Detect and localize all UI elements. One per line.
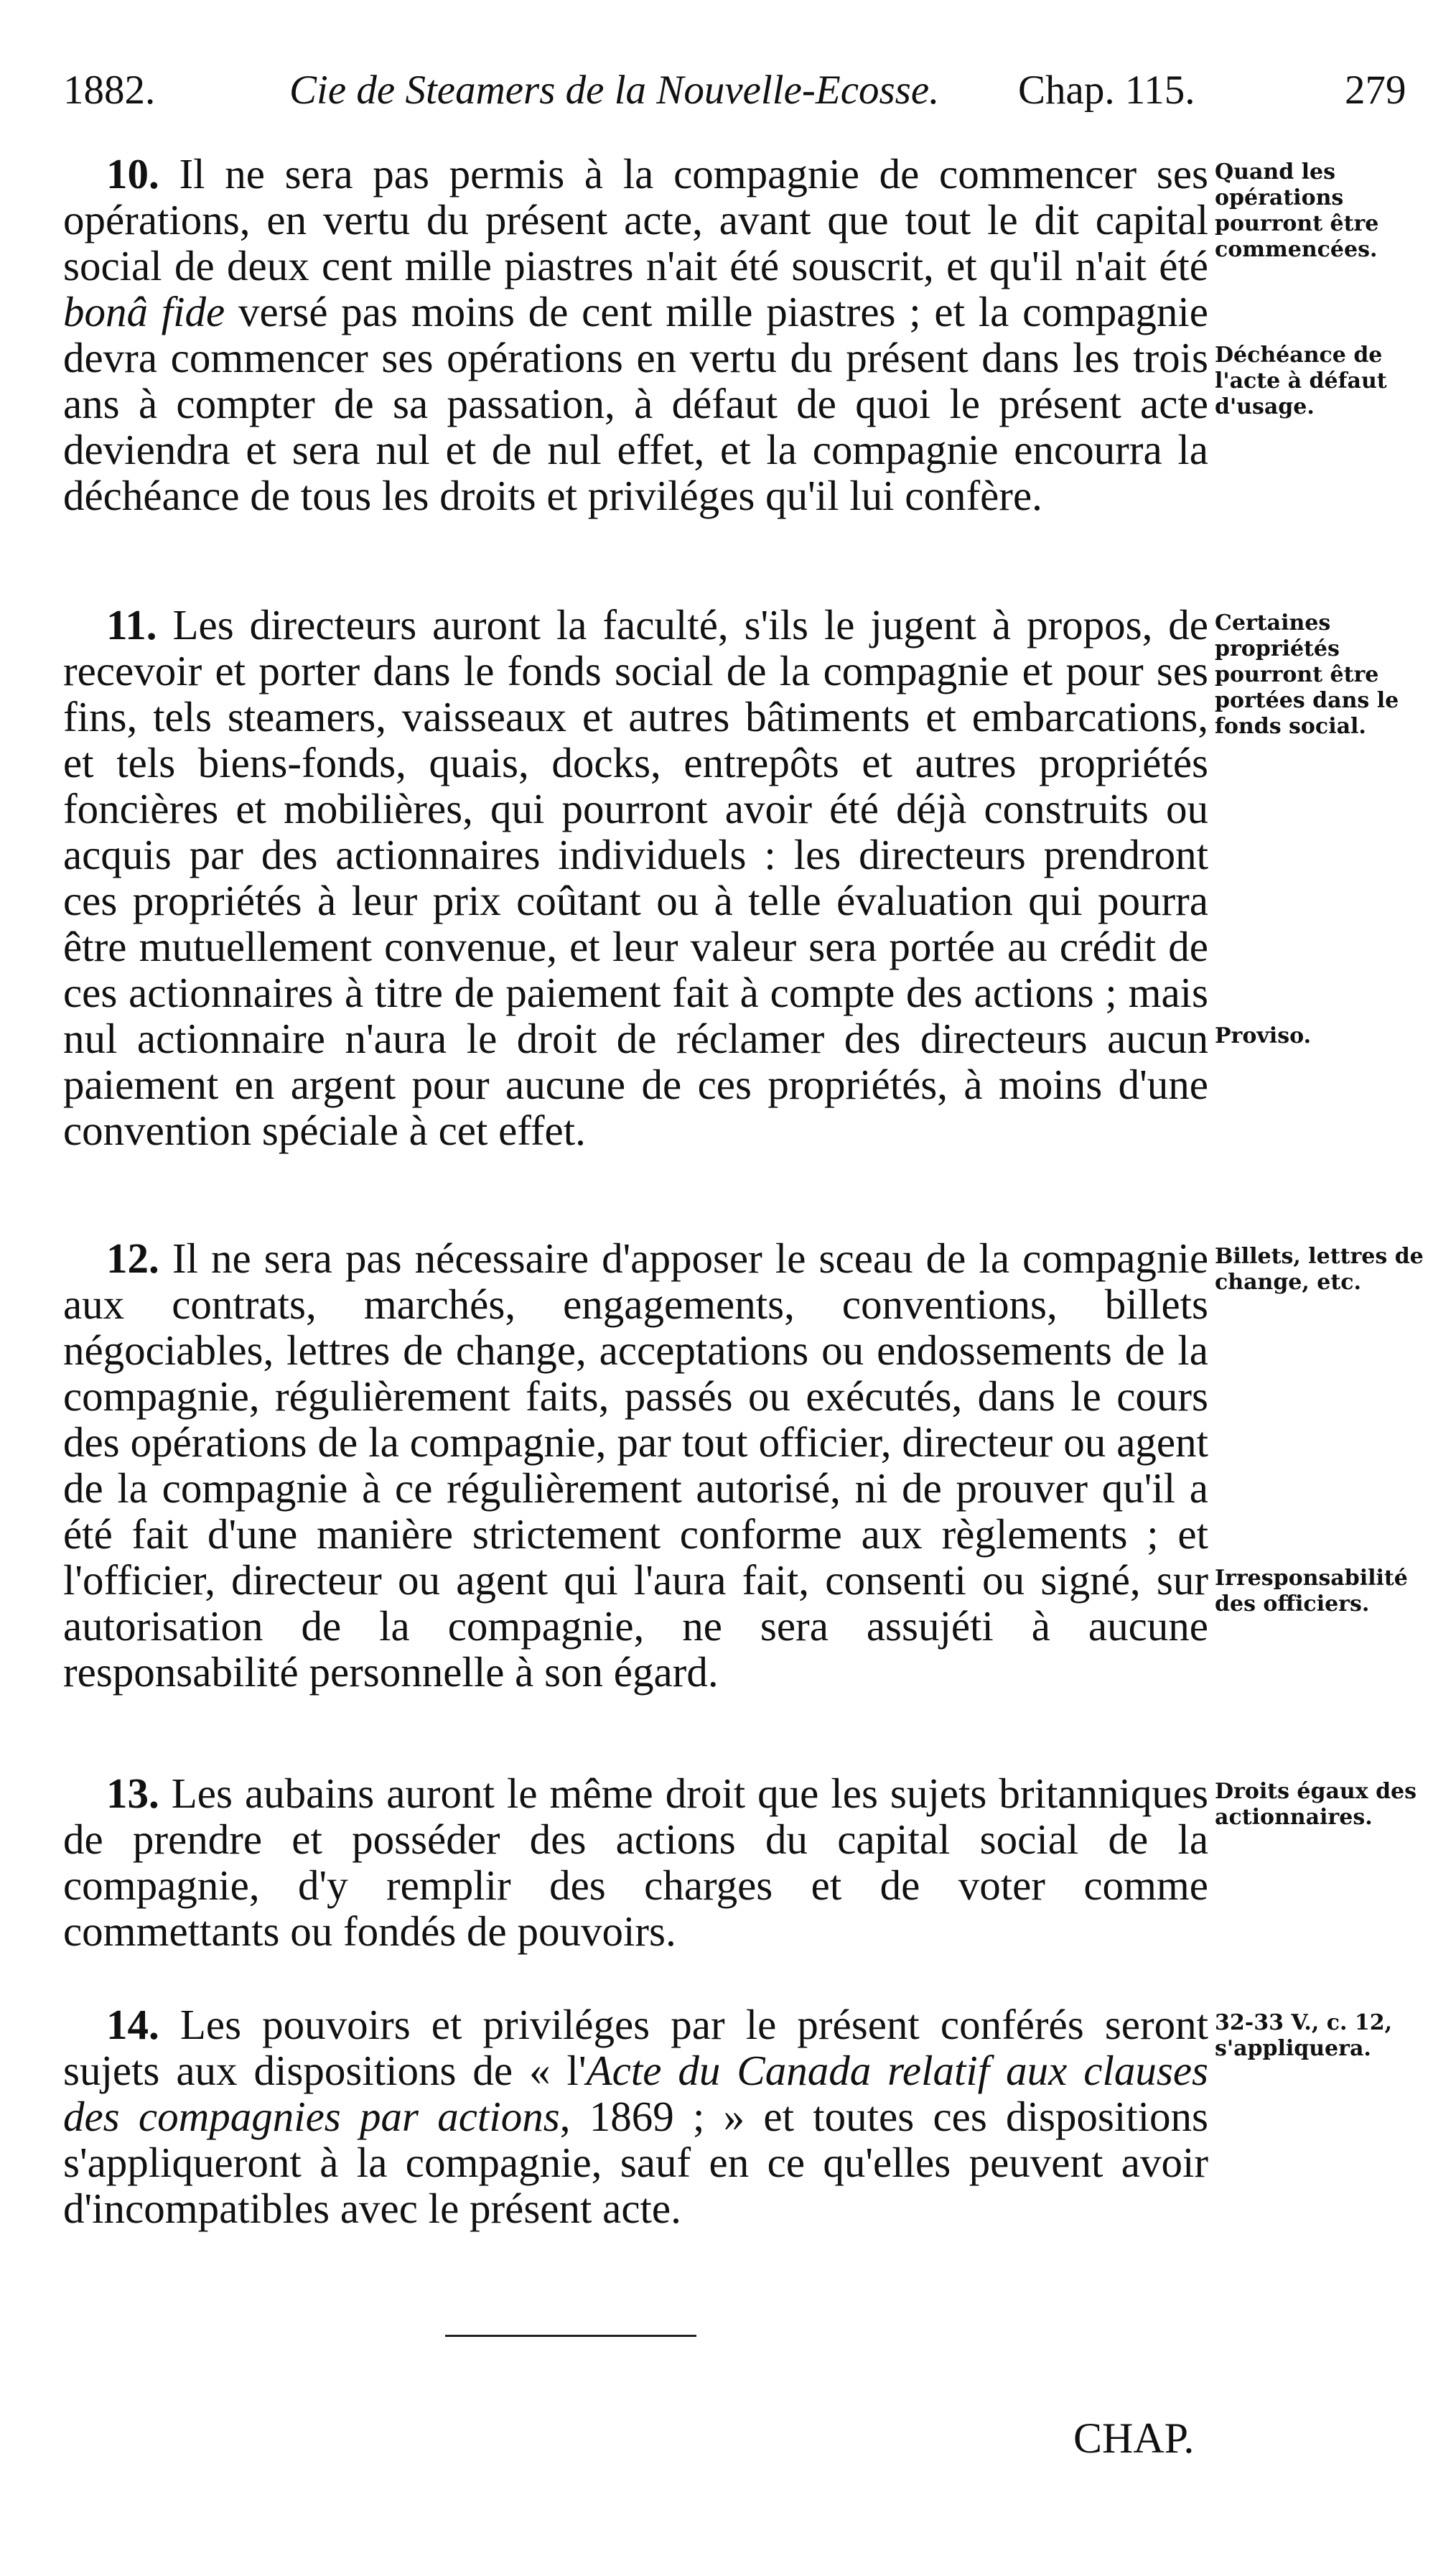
section-italic: Acte du Canada relatif aux clauses des compagnies par actions: [63, 2047, 1208, 2140]
section-text-after: , 1869 ; » et toutes ces dispositions s'appliqueront à la compagnie, sauf en ce qu'elles peuvent avoir d'incompatibles avec le présent acte.: [63, 2093, 1209, 2232]
header-year: 1882.: [63, 68, 156, 113]
section-text: Il ne sera pas permis à la compagnie de commencer ses opérations, en vertu du présent acte, avant que tout le dit capital social de deux cent mille piastres n'ait été souscrit, et qu'il n'ait été: [63, 150, 1208, 289]
section-text: Les aubains auront le même droit que les sujets britanniques de prendre et posséder des actions du capital social de la compagnie, d'y remplir des charges et de voter comme commettants ou fondés de pouvoirs.: [63, 1770, 1208, 1955]
section-paragraph: [63, 151, 1208, 519]
section-number: 10.: [106, 150, 159, 197]
section-13: [63, 1770, 1208, 1954]
section-italic: bonâ fide: [63, 288, 225, 335]
section-10: [63, 151, 1208, 519]
section-11: [63, 602, 1208, 1153]
running-header: [63, 62, 1427, 119]
section-paragraph: [63, 1770, 1208, 1954]
section-number: 13.: [106, 1770, 159, 1817]
margin-note: Quand les opérations pourront être commencées.: [1215, 159, 1379, 262]
section-paragraph: [63, 1235, 1208, 1695]
margin-note: Billets, lettres de change, etc.: [1215, 1244, 1424, 1295]
section-number: 14.: [106, 2001, 159, 2048]
margin-note: Certaines propriétés pourront être portées dans le fonds social.: [1215, 610, 1399, 739]
section-text: Les directeurs auront la faculté, s'ils le jugent à propos, de recevoir et porter dans le fonds social de la compagnie et pour ses fins, tels steamers, vaisseaux et autres bâtiments et embarcations, et tels biens-fonds, quais, docks, entrepôts et autres propriétés foncières et mobilières, qui pourront avoir été déjà construits ou acquis par des actionnaires individuels : les directeurs prendront ces propriétés à leur prix coûtant ou à telle évaluation qui pourra être mutuellement convenue, et leur valeur sera portée au crédit de ces actionnaires à titre de paiement fait à compte des actions ; mais nul actionnaire n'aura le droit de réclamer des directeurs aucun paiement en argent pour aucune de ces propriétés, à moins d'une convention spéciale à cet effet.: [63, 601, 1208, 1154]
header-chapter: Chap. 115.: [1018, 68, 1195, 113]
section-14: [63, 2002, 1208, 2231]
margin-note: Irresponsabilité des officiers.: [1215, 1566, 1408, 1617]
section-paragraph: [63, 2002, 1208, 2231]
section-number: 12.: [106, 1235, 159, 1282]
section-number: 11.: [106, 601, 157, 649]
section-12: [63, 1235, 1208, 1695]
section-paragraph: [63, 602, 1208, 1153]
catchword: CHAP.: [1073, 2414, 1195, 2462]
section-text-after: versé pas moins de cent mille piastres ; et la compagnie devra commencer ses opérations en vertu du présent dans les trois ans à compter de sa passation, à défaut de quoi le présent acte deviendra et sera nul et de nul effet, et la compagnie encourra la déchéance de tous les droits et priviléges qu'il lui confère.: [63, 288, 1208, 519]
margin-note: 32-33 V., c. 12, s'appliquera.: [1215, 2010, 1393, 2061]
page-number: 279: [1345, 68, 1406, 113]
margin-note: Déchéance de l'acte à défaut d'usage.: [1215, 343, 1387, 419]
margin-note: Proviso.: [1215, 1023, 1312, 1049]
section-text: Il ne sera pas nécessaire d'apposer le sceau de la compagnie aux contrats, marchés, engagements, conventions, billets négociables, lettres de change, acceptations ou endossements de la compagnie, régulièrement faits, passés ou exécutés, dans le cours des opérations de la compagnie, par tout officier, directeur ou agent de la compagnie à ce régulièrement autorisé, ni de prouver qu'il a été fait d'une manière strictement conforme aux règlements ; et l'officier, directeur ou agent qui l'aura fait, consenti ou signé, sur autorisation de la compagnie, ne sera assujéti à aucune responsabilité personnelle à son égard.: [63, 1235, 1209, 1696]
header-title: Cie de Steamers de la Nouvelle-Ecosse.: [289, 68, 940, 113]
section-text: Les pouvoirs et priviléges par le présent conférés seront sujets aux dispositions de « l': [63, 2001, 1209, 2094]
margin-note: Droits égaux des actionnaires.: [1215, 1779, 1417, 1830]
divider-rule: [445, 2335, 696, 2337]
